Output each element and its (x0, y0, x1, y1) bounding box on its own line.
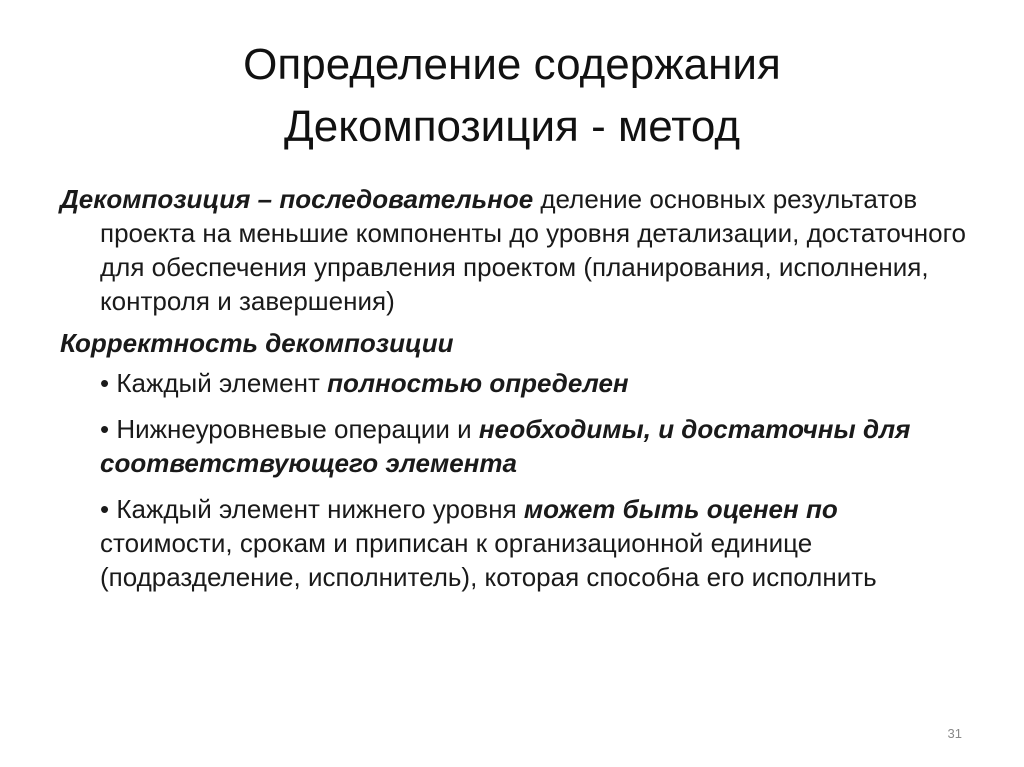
bullet-item-2 (60, 412, 970, 480)
correctness-heading-text: Корректность декомпозиции (60, 328, 454, 358)
bullet-text: Каждый элемент нижнего уровня (116, 494, 517, 524)
correctness-heading (60, 326, 970, 360)
bullet-marker: • (100, 494, 110, 524)
bullet-item-3 (60, 492, 970, 594)
title-line-1: Определение содержания (243, 40, 781, 89)
bullet-emphasis: может быть оценен по (523, 494, 838, 524)
slide-title (0, 34, 1024, 158)
bullet-marker: • (100, 414, 110, 444)
bullet-text-continued: стоимости, срокам и приписан к организационной единице (подразделение, исполнитель), которая способна его исполнить (100, 528, 877, 592)
bullet-text: Нижнеуровневые операции и (116, 414, 472, 444)
definition-text: деление основных результатов проекта на меньшие компоненты до уровня детализации, достаточного для обеспечения управления проектом (планирования, исполнения, контроля и завершения) (100, 184, 966, 316)
bullet-marker: • (100, 368, 110, 398)
slide-body (60, 182, 970, 606)
definition-paragraph (60, 182, 970, 318)
bullet-item-1 (60, 366, 970, 400)
title-line-2: Декомпозиция - метод (283, 102, 741, 151)
bullet-emphasis: полностью определен (327, 368, 629, 398)
bullet-emphasis: необходимы, и достаточны для соответствующего элемента (100, 414, 911, 478)
page-number: 31 (947, 726, 962, 741)
definition-term: Декомпозиция – последовательное (60, 184, 534, 214)
bullet-text: Каждый элемент (116, 368, 320, 398)
